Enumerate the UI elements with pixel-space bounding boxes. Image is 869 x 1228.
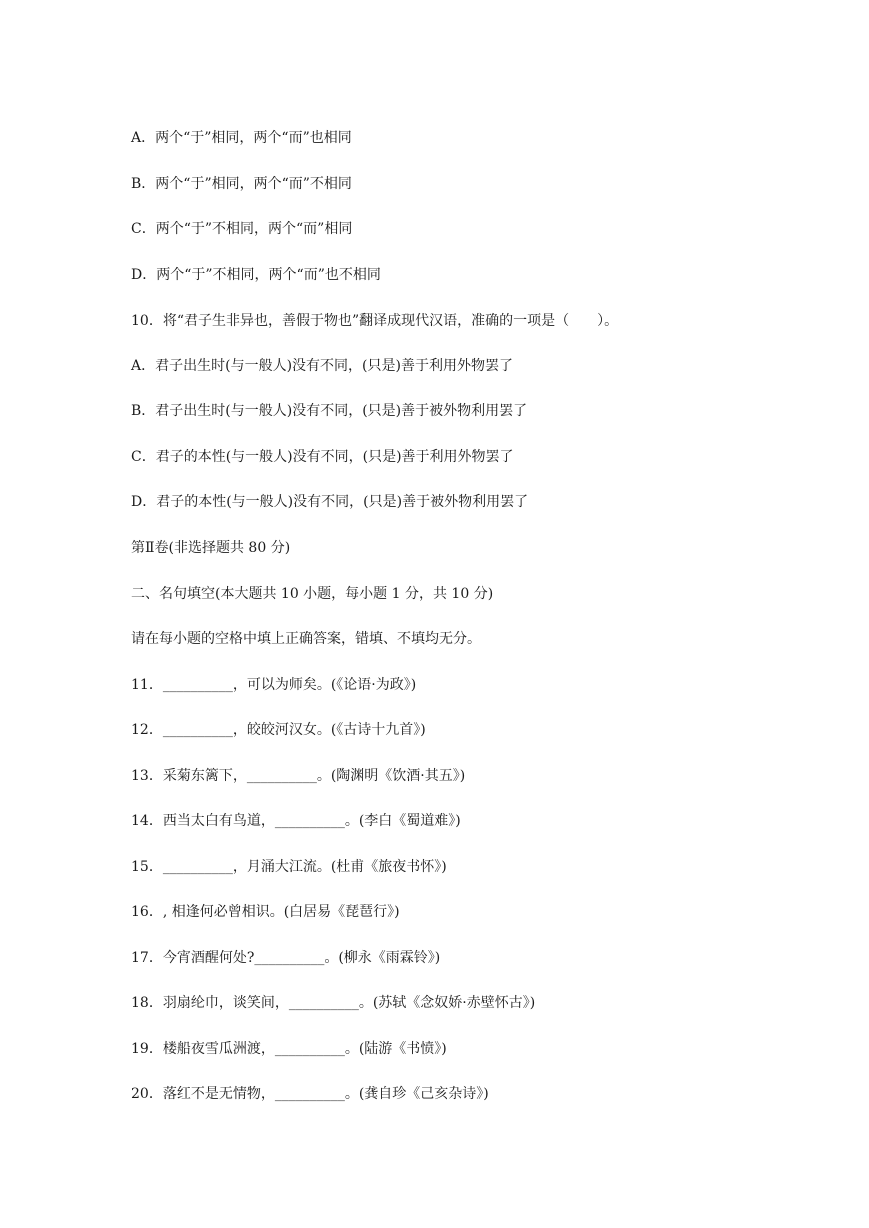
q9-option-b: B．两个“于”相同，两个“而”不相同 bbox=[131, 176, 352, 192]
q10-option-a: A．君子出生时(与一般人)没有不同，(只是)善于利用外物罢了 bbox=[131, 358, 513, 374]
question-12: 12．__________，皎皎河汉女。(《古诗十九首》) bbox=[131, 722, 426, 738]
question-16: 16．, 相逢何必曾相识。(白居易《琵琶行》) bbox=[131, 904, 400, 920]
q10-option-d: D．君子的本性(与一般人)没有不同，(只是)善于被外物利用罢了 bbox=[131, 494, 529, 510]
question-14: 14．西当太白有鸟道，__________。(李白《蜀道难》) bbox=[131, 813, 461, 829]
question-20: 20．落红不是无情物，__________。(龚自珍《己亥杂诗》) bbox=[131, 1086, 489, 1102]
question-13: 13．采菊东篱下，__________。(陶渊明《饮酒·其五》) bbox=[131, 768, 466, 784]
q9-option-a: A．两个“于”相同，两个“而”也相同 bbox=[131, 130, 352, 146]
question-18: 18．羽扇纶巾，谈笑间，__________。(苏轼《念奴娇·赤壁怀古》) bbox=[131, 995, 536, 1011]
question-19: 19．楼船夜雪瓜洲渡，__________。(陆游《书愤》) bbox=[131, 1041, 447, 1057]
part-title: 二、名句填空(本大题共 10 小题，每小题 1 分，共 10 分) bbox=[131, 586, 494, 602]
question-11: 11．__________，可以为师矣。(《论语·为政》) bbox=[131, 677, 417, 693]
q9-option-c: C．两个“于”不相同，两个“而”相同 bbox=[131, 221, 353, 237]
q10-option-b: B．君子出生时(与一般人)没有不同，(只是)善于被外物利用罢了 bbox=[131, 403, 528, 419]
part-instruction: 请在每小题的空格中填上正确答案，错填、不填均无分。 bbox=[131, 631, 481, 647]
question-17: 17．今宵酒醒何处?__________。(柳永《雨霖铃》) bbox=[131, 950, 441, 966]
q9-option-d: D．两个“于”不相同，两个“而”也不相同 bbox=[131, 267, 381, 283]
q10-option-c: C．君子的本性(与一般人)没有不同，(只是)善于利用外物罢了 bbox=[131, 449, 514, 465]
question-15: 15．__________，月涌大江流。(杜甫《旅夜书怀》) bbox=[131, 859, 447, 875]
q10-stem: 10．将“君子生非异也，善假于物也”翻译成现代汉语，准确的一项是（ ）。 bbox=[131, 313, 619, 329]
volume-title: 第Ⅱ卷(非选择题共 80 分) bbox=[131, 540, 291, 556]
